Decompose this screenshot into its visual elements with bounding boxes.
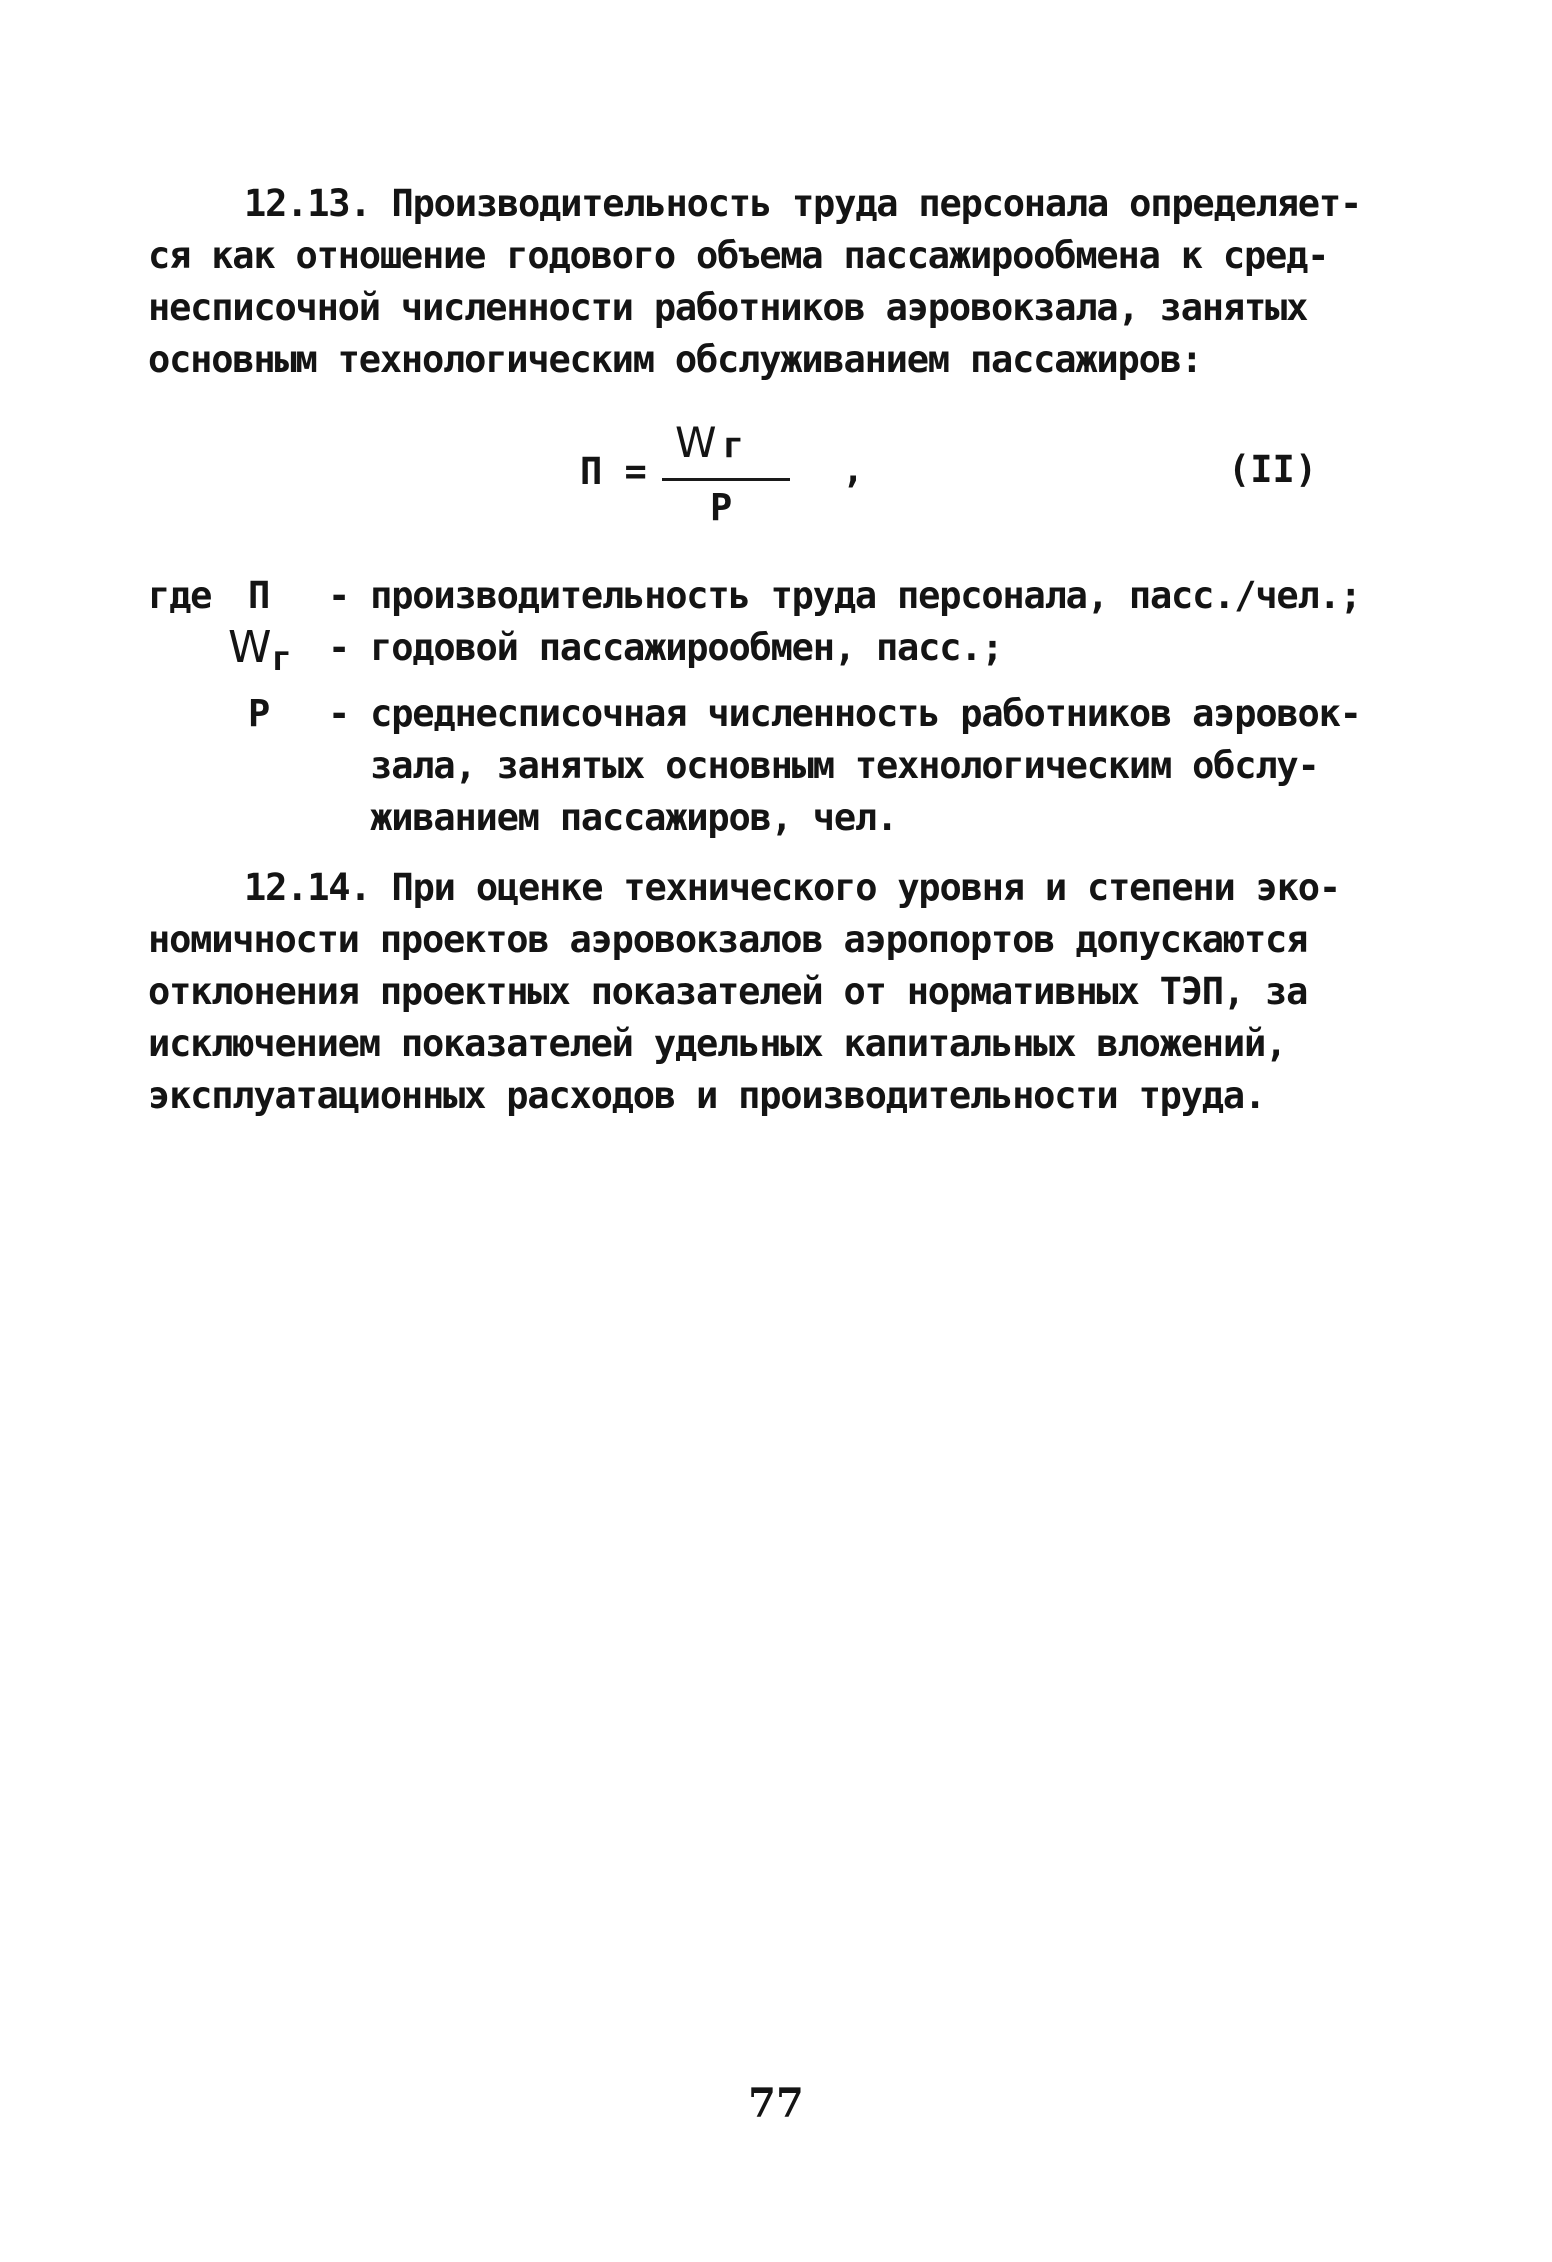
paragraph-line: номичности проектов аэровокзалов аэропортов допускаются (148, 918, 1308, 961)
symbol-letter: W (228, 622, 272, 673)
paragraph-12-13 (148, 178, 1362, 386)
paragraph-12-14 (148, 862, 1348, 1122)
definitions-intro: где (148, 574, 212, 617)
definition-text (328, 688, 1368, 844)
page-number: 77 (748, 2080, 804, 2127)
equation-number: (II) (1228, 448, 1318, 491)
formula-lhs: П = (580, 450, 647, 493)
paragraph-line: отклонения проектных показателей от нормативных ТЭП, за (148, 970, 1308, 1013)
definition-symbol (228, 622, 292, 685)
paragraph-line: исключением показателей удельных капитальных вложений, (148, 1022, 1287, 1065)
definition-symbol: П (248, 574, 270, 617)
formula-comma: , (842, 448, 865, 491)
formula-11 (580, 418, 1320, 538)
paragraph-line: эксплуатационных расходов и производительности труда. (148, 1074, 1266, 1117)
formula-numerator (675, 418, 744, 467)
definition-item (148, 622, 1368, 679)
numerator-symbol: W (675, 418, 717, 467)
definitions-list (148, 570, 1368, 844)
definition-line: - среднесписочная численность работников аэровок- (328, 692, 1361, 735)
definition-item (148, 688, 1368, 844)
formula-denominator: Р (710, 486, 733, 529)
definition-symbol: Р (248, 692, 270, 735)
paragraph-line: основным технологическим обслуживанием пассажиров: (148, 338, 1202, 381)
definition-line: живанием пассажиров, чел. (328, 796, 898, 839)
paragraph-line: несписочной численности работников аэровокзала, занятых (148, 286, 1308, 329)
paragraph-line: 12.14. При оценке технического уровня и степени эко- (244, 866, 1340, 909)
numerator-subscript: г (722, 425, 745, 466)
definition-line: - производительность труда персонала, пасс./чел.; (328, 574, 1361, 617)
paragraph-line: 12.13. Производительность труда персонала определяет- (244, 182, 1362, 225)
paragraph-line: ся как отношение годового объема пассажирообмена к сред- (148, 234, 1329, 277)
definition-text (328, 570, 1368, 622)
definition-line: зала, занятых основным технологическим обслу- (328, 744, 1319, 787)
definition-item (148, 570, 1368, 622)
fraction-bar (662, 478, 790, 481)
definition-text (328, 622, 1368, 674)
definition-line: - годовой пассажирообмен, пасс.; (328, 626, 1003, 669)
symbol-subscript: г (271, 639, 292, 679)
